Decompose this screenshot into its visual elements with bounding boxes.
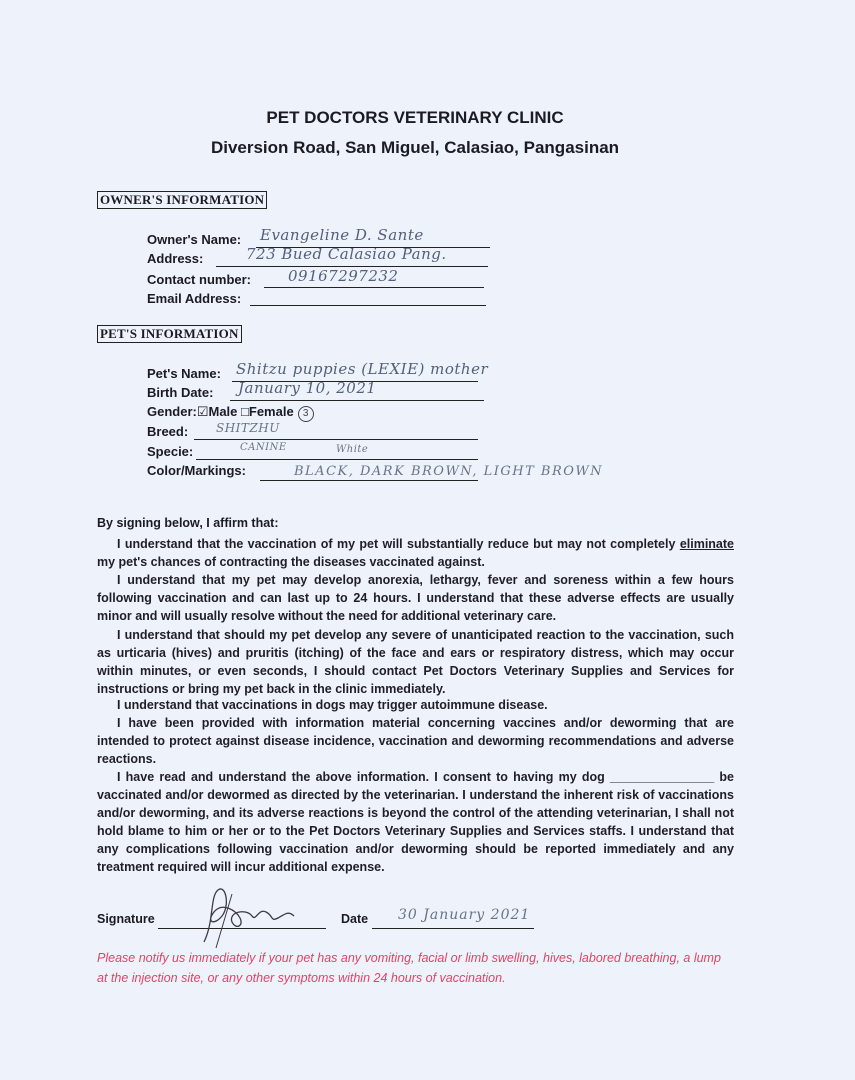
- breed-label: Breed:: [147, 424, 189, 439]
- specie-line: [196, 459, 478, 460]
- date-value[interactable]: 30 January 2021: [398, 907, 531, 923]
- signature-scribble: [196, 882, 306, 950]
- female-checkbox[interactable]: □: [241, 404, 249, 419]
- date-line: [372, 928, 534, 929]
- color-value[interactable]: BLACK, DARK BROWN, LIGHT BROWN: [294, 464, 604, 479]
- pet-section-heading: PET'S INFORMATION: [97, 325, 242, 343]
- male-checkbox[interactable]: ☑: [196, 404, 209, 419]
- gender-row: [147, 403, 314, 421]
- owner-section-heading: OWNER'S INFORMATION: [97, 191, 267, 209]
- affirm-paragraph-1: I understand that the vaccination of my pet will substantially reduce but may not completely eliminate my pet's chances of contracting the diseases vaccinated against.: [97, 537, 734, 569]
- female-label: Female: [248, 404, 294, 419]
- birth-date-line: [230, 400, 484, 401]
- pet-name-value[interactable]: Shitzu puppies (LEXIE) mother: [236, 360, 489, 378]
- contact-label: Contact number:: [147, 272, 251, 287]
- specie-label: Specie:: [147, 444, 194, 459]
- affirm-paragraph-5: I have been provided with information material concerning vaccines and/or deworming that are intended to protect against disease incidence, vaccination and deworming recommendations and adverse reactions.: [97, 716, 734, 766]
- address-value[interactable]: 723 Bued Calasiao Pang.: [246, 245, 447, 263]
- notice-text: Please notify us immediately if your pet has any vomiting, facial or limb swelling, hives, labored breathing, a lump at the injection site, or any other symptoms within 24 hours of vaccination.: [97, 951, 721, 985]
- color-label: Color/Markings:: [147, 463, 246, 478]
- date-label: Date: [341, 912, 369, 926]
- owner-name-label: Owner's Name:: [147, 232, 242, 247]
- affirm-paragraph-4: I understand that vaccinations in dogs may trigger autoimmune disease.: [117, 698, 548, 712]
- clinic-address: Diversion Road, San Miguel, Calasiao, Pangasinan: [210, 138, 620, 157]
- birth-date-value[interactable]: January 10, 2021: [238, 379, 377, 397]
- birth-date-label: Birth Date:: [147, 385, 214, 400]
- contact-line: [264, 287, 484, 288]
- color-line: [260, 480, 478, 481]
- signature-label: Signature: [97, 912, 155, 926]
- specie-note: White: [336, 444, 369, 455]
- affirm-paragraph-2: I understand that my pet may develop anorexia, lethargy, fever and soreness within a few hours following vaccination and can last up to 24 hours. I understand that these adverse effects are usually minor and will usually resolve without the need for additional veterinary care.: [97, 573, 734, 623]
- email-label: Email Address:: [147, 291, 242, 306]
- pet-name-label: Pet's Name:: [147, 366, 221, 381]
- specie-value[interactable]: CANINE: [240, 442, 287, 453]
- affirm-paragraph-6: I have read and understand the above information. I consent to having my dog _______________ be vaccinated and/or dewormed as directed by the veterinarian. I understand the inherent risk of vaccinations and/or deworming, and its adverse reactions is beyond the control of the attending veterinarian, I shall not hold blame to him or her or to the Pet Doctors Veterinary Supplies and Services staffs. I understand that any complications following vaccination and/or deworming should be reported immediately and any treatment required will incur additional expense.: [97, 770, 734, 874]
- breed-line: [194, 439, 478, 440]
- email-line[interactable]: [250, 305, 486, 306]
- affirm-paragraph-3: I understand that should my pet develop any severe of unanticipated reaction to the vaccination, such as urticaria (hives) and pruritis (itching) of the face and ears or respiratory distress, which may occur within minutes, or even seconds, I should contact Pet Doctors Veterinary Supplies and Services for instructions or bring my pet back in the clinic immediately.: [97, 628, 734, 696]
- gender-label: Gender:: [147, 404, 197, 419]
- contact-value[interactable]: 09167297232: [288, 267, 399, 285]
- clinic-name: PET DOCTORS VETERINARY CLINIC: [266, 108, 564, 127]
- owner-name-value[interactable]: Evangeline D. Sante: [260, 226, 424, 244]
- eliminate-underlined: eliminate: [679, 537, 734, 551]
- gender-count-mark: 3: [298, 406, 314, 422]
- male-label: Male: [208, 404, 238, 419]
- affirm-heading: By signing below, I affirm that:: [97, 516, 279, 530]
- address-label: Address:: [147, 251, 204, 266]
- breed-value[interactable]: SHITZHU: [216, 421, 280, 435]
